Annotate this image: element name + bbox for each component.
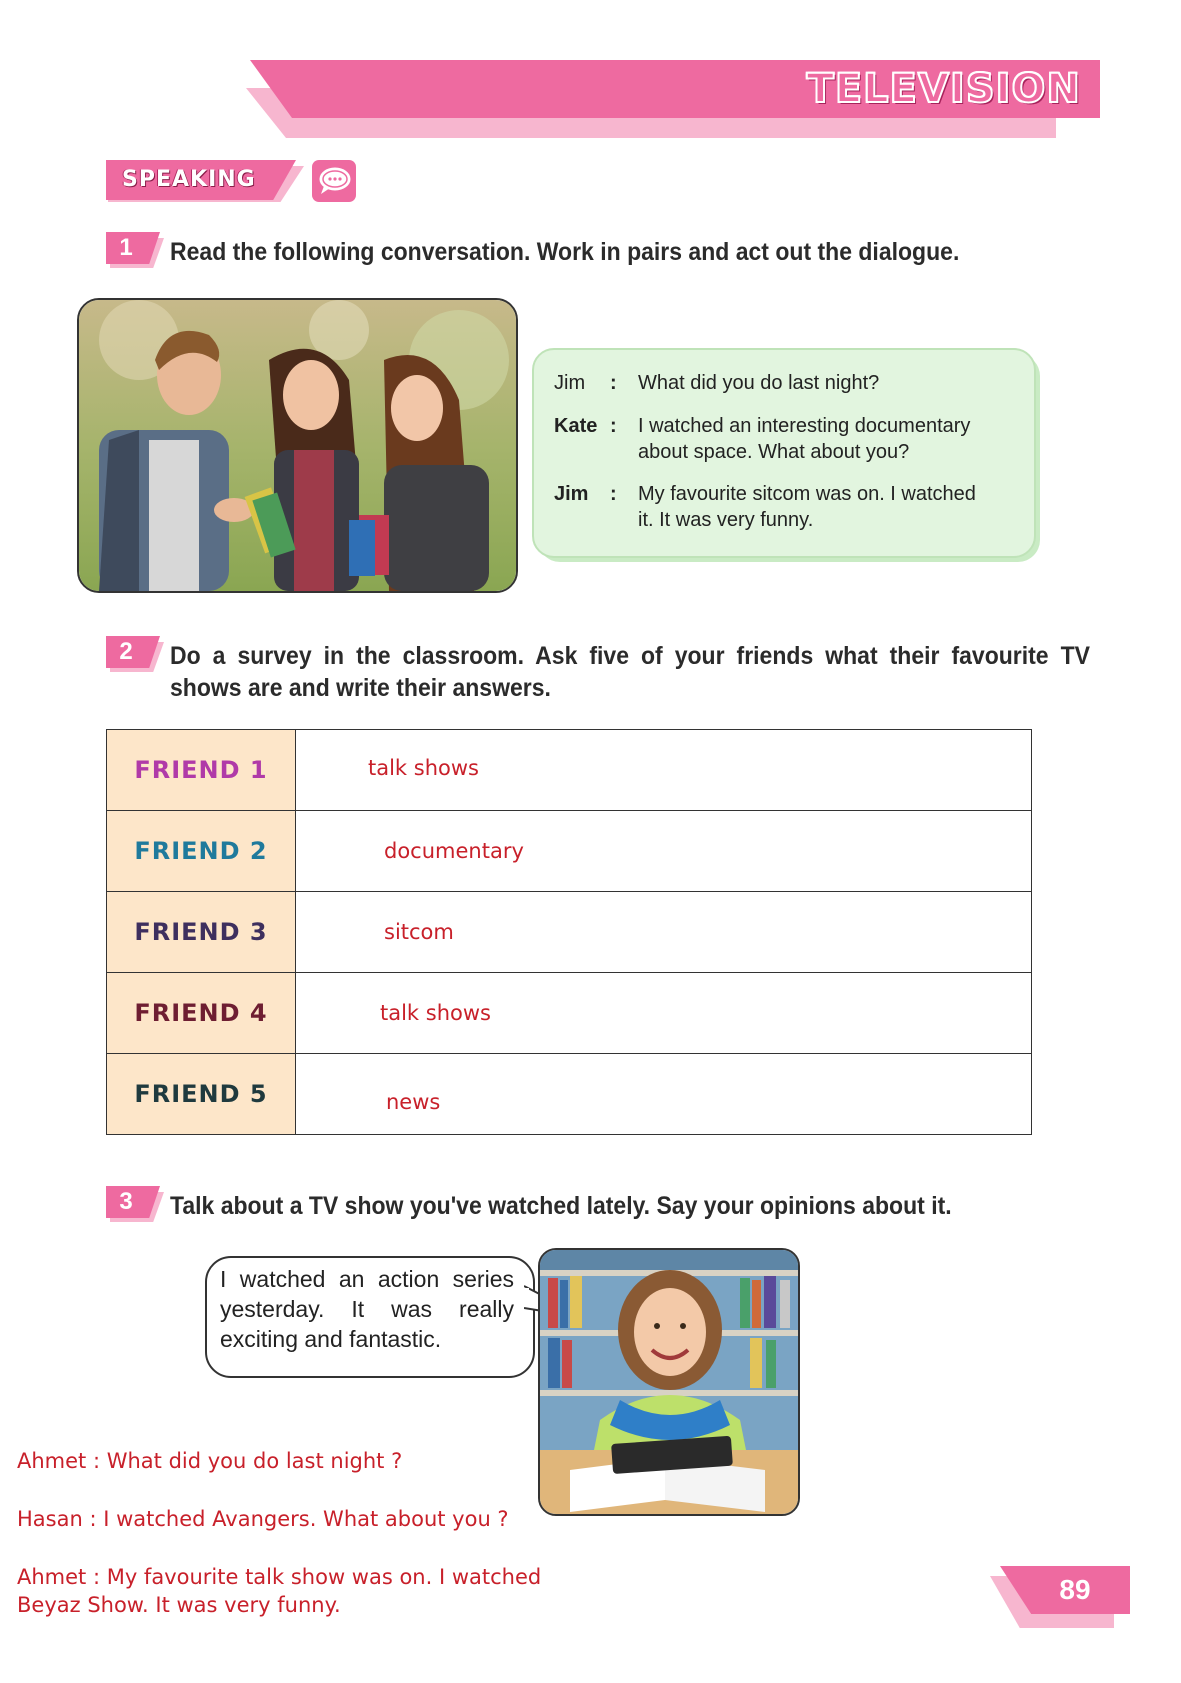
dialogue-speaker-jim: Jim	[554, 372, 586, 394]
note-line: Ahmet : What did you do last night ?	[17, 1449, 403, 1473]
dialogue-line: What did you do last night?	[638, 372, 880, 394]
dialogue-separator: :	[610, 483, 617, 505]
dialogue-separator: :	[610, 415, 617, 437]
answer-text: talk shows	[380, 1001, 491, 1025]
task-number-3: 3	[106, 1186, 160, 1218]
task2-instruction-line1: Do a survey in the classroom. Ask five of your friends what their favourite TV	[170, 642, 1090, 670]
friend-label: FRIEND 4	[107, 973, 296, 1054]
friend-label: FRIEND 5	[107, 1054, 296, 1135]
section-label: SPEAKING	[122, 167, 256, 192]
speech-bubble-icon	[312, 160, 356, 202]
survey-table	[106, 729, 1032, 1135]
page-title: TELEVISION	[806, 66, 1081, 112]
dialogue-speaker-kate: Kate	[554, 415, 598, 437]
answer-cell[interactable]	[296, 1054, 1032, 1135]
friend-label: FRIEND 1	[107, 730, 296, 811]
task-number-2: 2	[106, 636, 160, 668]
answer-cell[interactable]	[296, 973, 1032, 1054]
dialogue-line: about space. What about you?	[638, 441, 910, 463]
students-talking-photo	[77, 298, 518, 593]
note-line: Beyaz Show. It was very funny.	[17, 1593, 341, 1617]
table-row	[107, 973, 1032, 1054]
table-row	[107, 730, 1032, 811]
task3-instruction: Talk about a TV show you've watched lately. Say your opinions about it.	[170, 1192, 952, 1220]
table-row	[107, 811, 1032, 892]
task1-instruction: Read the following conversation. Work in pairs and act out the dialogue.	[170, 238, 960, 266]
task2-instruction-line2: shows are and write their answers.	[170, 674, 551, 702]
answer-text: news	[386, 1090, 441, 1114]
note-line: Ahmet : My favourite talk show was on. I watched	[17, 1565, 542, 1589]
answer-text: documentary	[384, 839, 524, 863]
table-row	[107, 1054, 1032, 1135]
answer-text: talk shows	[368, 756, 479, 780]
task-number-1: 1	[106, 232, 160, 264]
dialogue-line: My favourite sitcom was on. I watched	[638, 483, 976, 505]
dialogue-line: it. It was very funny.	[638, 509, 814, 531]
note-line: Hasan : I watched Avangers. What about you ?	[17, 1507, 509, 1531]
friend-label: FRIEND 2	[107, 811, 296, 892]
speech-bubble-text: I watched an action series yesterday. It was really exciting and fantastic.	[220, 1266, 514, 1352]
answer-text: sitcom	[384, 920, 454, 944]
dialogue-separator: :	[610, 372, 617, 394]
table-row	[107, 892, 1032, 973]
page-number: 89	[1059, 1574, 1091, 1605]
answer-cell[interactable]	[296, 730, 1032, 811]
answer-cell[interactable]	[296, 811, 1032, 892]
friend-label: FRIEND 3	[107, 892, 296, 973]
answer-cell[interactable]	[296, 892, 1032, 973]
dialogue-line: I watched an interesting documentary	[638, 415, 971, 437]
girl-in-library-photo	[538, 1248, 800, 1516]
dialogue-speaker-jim: Jim	[554, 483, 589, 505]
